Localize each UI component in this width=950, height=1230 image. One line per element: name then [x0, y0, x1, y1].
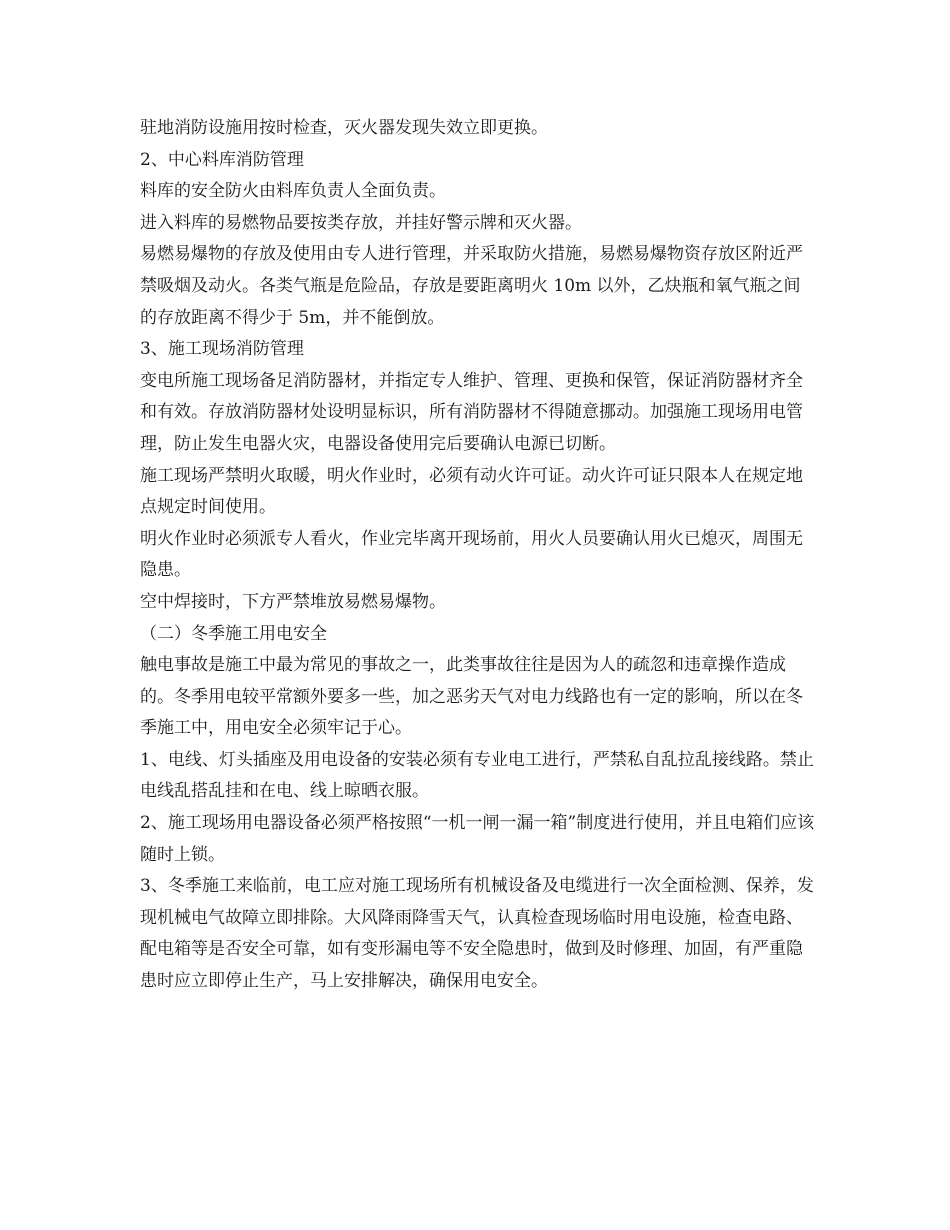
paragraph-flammable-storage: 易燃易爆物的存放及使用由专人进行管理，并采取防火措施，易燃易爆物资存放区附近严禁吸烟及动火。各类气瓶是危险品，存放是要距离明火 10m 以外，乙炔瓶和氧气瓶之间的存放距离不得少于 5m，并不能倒放。 — [140, 244, 803, 328]
paragraph-fire-facilities: 驻地消防设施用按时检查，灭火器发现失效立即更换。 — [140, 118, 548, 138]
heading-site-fire-management: 3、施工现场消防管理 — [140, 339, 304, 360]
paragraph-depot-storage: 进入料库的易燃物品要按类存放，并挂好警示牌和灭火器。 — [140, 212, 582, 233]
paragraph-wiring-rule-3: 3、冬季施工来临前，电工应对施工现场所有机械设备及电缆进行一次全面检测、保养，发现机械电气故障立即排除。大风降雨降雪天气，认真检查现场临时用电设施，检查电路、配电箱等是否安全可靠，如有变形漏电等不安全隐患时，做到及时修理、加固，有严重隐患时应立即停止生产，马上安排解决，确保用电安全。 — [140, 876, 814, 992]
paragraph-depot-responsibility: 料库的安全防火由料库负责人全面负责。 — [140, 181, 446, 202]
paragraph-wiring-rule-1: 1、电线、灯头插座及用电设备的安装必须有专业电工进行，严禁私自乱拉乱接线路。禁止电线乱搭乱挂和在电、线上晾晒衣服。 — [140, 749, 814, 802]
paragraph-fire-watch: 明火作业时必须派专人看火，作业完毕离开现场前，用火人员要确认用火已熄灭，周围无隐患。 — [140, 528, 803, 581]
paragraph-wiring-rule-2: 2、施工现场用电器设备必须严格按照“一机一闸一漏一箱”制度进行使用，并且电箱们应该随时上锁。 — [140, 813, 815, 865]
heading-material-depot-fire: 2、中心料库消防管理 — [140, 149, 304, 170]
heading-winter-electrical-safety: （二）冬季施工用电安全 — [140, 623, 327, 644]
document-body — [140, 113, 815, 998]
paragraph-aerial-welding: 空中焊接时，下方严禁堆放易燃易爆物。 — [140, 591, 446, 612]
paragraph-fire-equipment: 变电所施工现场备足消防器材，并指定专人维护、管理、更换和保管，保证消防器材齐全和有效。存放消防器材处设明显标识，所有消防器材不得随意挪动。加强施工现场用电管理，防止发生电器火灾，电器设备使用完后要确认电源已切断。 — [140, 370, 803, 454]
paragraph-electric-shock: 触电事故是施工中最为常见的事故之一，此类事故往往是因为人的疏忽和违章操作造成的。冬季用电较平常额外要多一些，加之恶劣天气对电力线路也有一定的影响，所以在冬季施工中，用电安全必须牢记于心。 — [140, 655, 803, 739]
paragraph-open-flame-permit: 施工现场严禁明火取暖，明火作业时，必须有动火许可证。动火许可证只限本人在规定地点规定时间使用。 — [140, 465, 803, 518]
